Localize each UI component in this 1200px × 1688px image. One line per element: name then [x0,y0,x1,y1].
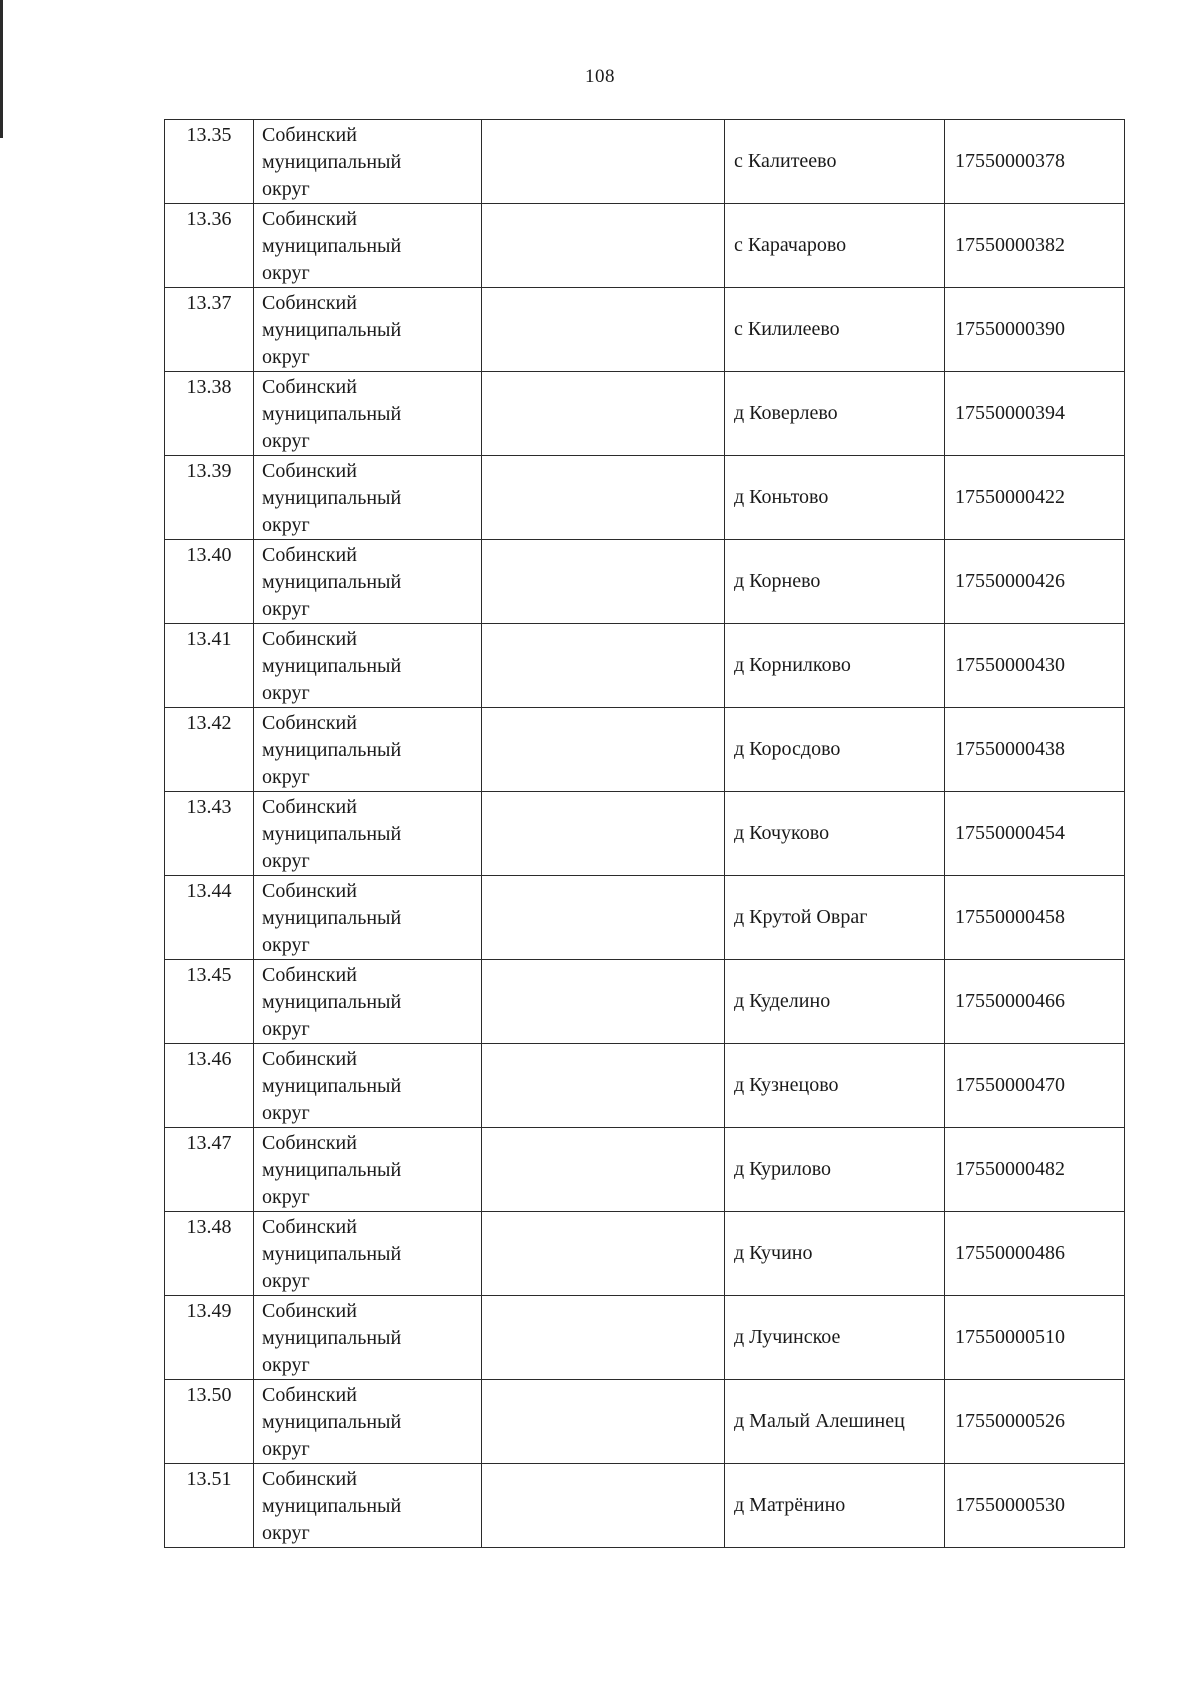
oktmo-code-cell: 17550000438 [945,708,1125,792]
row-number-cell: 13.49 [165,1296,254,1380]
district-line: округ [262,1186,310,1208]
row-number-cell: 13.45 [165,960,254,1044]
district-cell [254,204,482,288]
row-number-cell: 13.40 [165,540,254,624]
row-number-cell: 13.38 [165,372,254,456]
empty-cell [482,1464,725,1548]
settlement-name-cell: д Коньтово [725,456,945,540]
district-line: Собинский [262,1300,357,1322]
settlement-name-cell: д Коросдово [725,708,945,792]
table-row [165,792,1125,876]
district-cell [254,708,482,792]
empty-cell [482,1044,725,1128]
oktmo-code-cell: 17550000390 [945,288,1125,372]
district-cell [254,1044,482,1128]
empty-cell [482,120,725,204]
row-number-cell: 13.37 [165,288,254,372]
district-line: муниципальный [262,991,402,1013]
district-cell [254,120,482,204]
district-line: округ [262,1522,310,1544]
settlements-table [164,119,1125,1548]
district-line: округ [262,346,310,368]
settlement-name-cell: д Малый Алешинец [725,1380,945,1464]
district-line: муниципальный [262,151,402,173]
oktmo-code-cell: 17550000526 [945,1380,1125,1464]
district-line: округ [262,850,310,872]
district-cell [254,372,482,456]
row-number-cell: 13.39 [165,456,254,540]
district-cell [254,540,482,624]
district-cell [254,624,482,708]
district-line: Собинский [262,1216,357,1238]
table-row [165,708,1125,792]
settlement-name-cell: д Крутой Овраг [725,876,945,960]
district-line: муниципальный [262,907,402,929]
district-line: округ [262,934,310,956]
oktmo-code-cell: 17550000394 [945,372,1125,456]
row-number-cell: 13.42 [165,708,254,792]
oktmo-code-cell: 17550000426 [945,540,1125,624]
settlement-name-cell: д Кучино [725,1212,945,1296]
oktmo-code-cell: 17550000466 [945,960,1125,1044]
oktmo-code-cell: 17550000510 [945,1296,1125,1380]
settlement-name-cell: д Лучинское [725,1296,945,1380]
table-row [165,372,1125,456]
table-row [165,204,1125,288]
settlement-name-cell: д Кузнецово [725,1044,945,1128]
settlement-name-cell: с Калитеево [725,120,945,204]
empty-cell [482,1296,725,1380]
district-cell [254,960,482,1044]
settlement-name-cell: д Матрёнино [725,1464,945,1548]
settlement-name-cell: д Корнилково [725,624,945,708]
settlement-name-cell: д Корнево [725,540,945,624]
district-line: Собинский [262,208,357,230]
district-cell [254,876,482,960]
oktmo-code-cell: 17550000422 [945,456,1125,540]
district-line: Собинский [262,544,357,566]
empty-cell [482,708,725,792]
table-row [165,120,1125,204]
empty-cell [482,792,725,876]
district-line: муниципальный [262,655,402,677]
oktmo-code-cell: 17550000470 [945,1044,1125,1128]
empty-cell [482,1212,725,1296]
district-cell [254,792,482,876]
district-line: округ [262,766,310,788]
row-number-cell: 13.36 [165,204,254,288]
district-line: муниципальный [262,1495,402,1517]
row-number-cell: 13.50 [165,1380,254,1464]
district-line: округ [262,1102,310,1124]
empty-cell [482,624,725,708]
district-line: муниципальный [262,487,402,509]
district-line: округ [262,598,310,620]
district-line: Собинский [262,292,357,314]
district-line: Собинский [262,964,357,986]
table-row [165,1128,1125,1212]
district-cell [254,1212,482,1296]
row-number-cell: 13.44 [165,876,254,960]
district-line: муниципальный [262,403,402,425]
table-row [165,1380,1125,1464]
row-number-cell: 13.51 [165,1464,254,1548]
empty-cell [482,372,725,456]
district-line: Собинский [262,1132,357,1154]
empty-cell [482,1128,725,1212]
district-line: округ [262,178,310,200]
oktmo-code-cell: 17550000382 [945,204,1125,288]
district-line: муниципальный [262,235,402,257]
district-line: Собинский [262,124,357,146]
empty-cell [482,876,725,960]
district-line: муниципальный [262,319,402,341]
district-cell [254,1296,482,1380]
oktmo-code-cell: 17550000454 [945,792,1125,876]
row-number-cell: 13.48 [165,1212,254,1296]
table-row [165,288,1125,372]
oktmo-code-cell: 17550000482 [945,1128,1125,1212]
empty-cell [482,204,725,288]
oktmo-code-cell: 17550000378 [945,120,1125,204]
settlement-name-cell: д Куделино [725,960,945,1044]
table-row [165,1296,1125,1380]
row-number-cell: 13.35 [165,120,254,204]
district-line: округ [262,682,310,704]
table-row [165,1212,1125,1296]
settlement-name-cell: д Курилово [725,1128,945,1212]
page-number: 108 [585,66,615,87]
district-line: муниципальный [262,739,402,761]
row-number-cell: 13.47 [165,1128,254,1212]
table-row [165,456,1125,540]
row-number-cell: 13.46 [165,1044,254,1128]
district-line: Собинский [262,1048,357,1070]
district-line: муниципальный [262,571,402,593]
district-line: Собинский [262,1384,357,1406]
settlement-name-cell: с Карачарово [725,204,945,288]
table-row [165,1464,1125,1548]
district-line: округ [262,1018,310,1040]
oktmo-code-cell: 17550000530 [945,1464,1125,1548]
district-line: муниципальный [262,1411,402,1433]
district-cell [254,1464,482,1548]
empty-cell [482,1380,725,1464]
empty-cell [482,456,725,540]
empty-cell [482,960,725,1044]
district-line: округ [262,514,310,536]
oktmo-code-cell: 17550000430 [945,624,1125,708]
district-line: Собинский [262,796,357,818]
oktmo-code-cell: 17550000486 [945,1212,1125,1296]
district-line: округ [262,1270,310,1292]
table-body [165,120,1125,1548]
district-line: Собинский [262,880,357,902]
district-cell [254,456,482,540]
district-line: муниципальный [262,1075,402,1097]
district-line: Собинский [262,1468,357,1490]
district-line: муниципальный [262,823,402,845]
district-line: муниципальный [262,1243,402,1265]
district-cell [254,1128,482,1212]
table-row [165,624,1125,708]
district-line: округ [262,1354,310,1376]
district-cell [254,1380,482,1464]
district-line: округ [262,430,310,452]
settlement-name-cell: д Коверлево [725,372,945,456]
settlement-name-cell: д Кочуково [725,792,945,876]
district-line: Собинский [262,712,357,734]
district-line: муниципальный [262,1159,402,1181]
empty-cell [482,288,725,372]
table-row [165,876,1125,960]
district-line: округ [262,1438,310,1460]
row-number-cell: 13.43 [165,792,254,876]
district-line: Собинский [262,460,357,482]
district-cell [254,288,482,372]
table-row [165,960,1125,1044]
oktmo-code-cell: 17550000458 [945,876,1125,960]
table-row [165,540,1125,624]
district-line: муниципальный [262,1327,402,1349]
district-line: округ [262,262,310,284]
table-row [165,1044,1125,1128]
empty-cell [482,540,725,624]
settlement-name-cell: с Килилеево [725,288,945,372]
district-line: Собинский [262,628,357,650]
row-number-cell: 13.41 [165,624,254,708]
district-line: Собинский [262,376,357,398]
